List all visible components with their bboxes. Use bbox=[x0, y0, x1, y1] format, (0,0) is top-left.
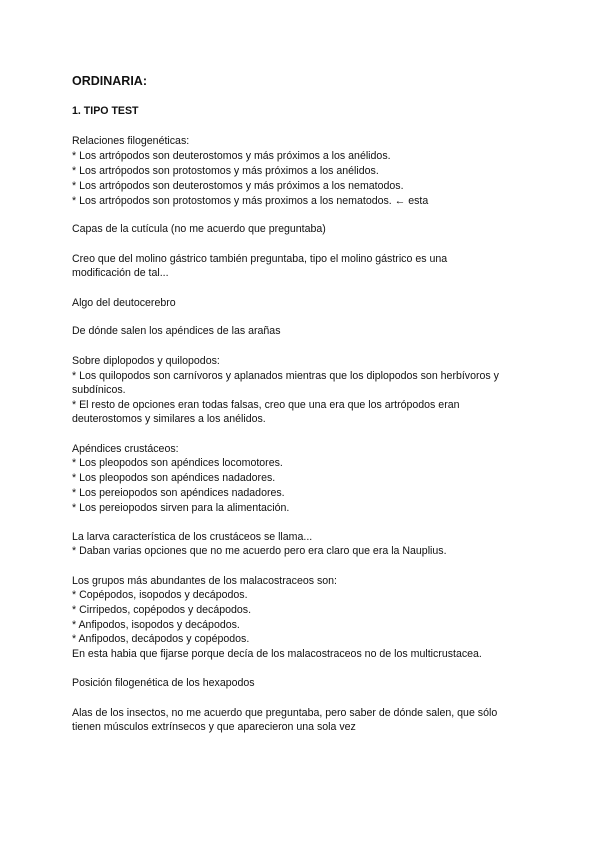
answer-option: * Los pleopodos son apéndices nadadores. bbox=[72, 472, 276, 484]
answer-line: subdínicos. bbox=[72, 384, 126, 396]
answer-option: * Los pereiopodos sirven para la alimentación. bbox=[72, 502, 290, 514]
question-text: Algo del deutocerebro bbox=[72, 297, 176, 309]
answer-option: * Los artrópodos son protostomos y más próximos a los anélidos. bbox=[72, 165, 379, 177]
question-heading: Apéndices crustáceos: bbox=[72, 443, 179, 455]
answer-option: * Anfipodos, decápodos y copépodos. bbox=[72, 633, 250, 645]
section-heading: 1. TIPO TEST bbox=[72, 105, 139, 117]
question-text: Alas de los insectos, no me acuerdo que preguntaba, pero saber de dónde salen, que sólo bbox=[72, 707, 498, 719]
answer-line: deuterostomos y similares a los anélidos. bbox=[72, 413, 266, 425]
answer-note: En esta habia que fijarse porque decía de los malacostraceos no de los multicrustacea. bbox=[72, 648, 482, 660]
question-text: Posición filogenética de los hexapodos bbox=[72, 677, 255, 689]
answer-option: * Los artrópodos son protostomos y más proximos a los nematodos. ← esta bbox=[72, 195, 429, 207]
answer-option: * Copépodos, isopodos y decápodos. bbox=[72, 589, 248, 601]
answer-option: * Los artrópodos son deuterostomos y más próximos a los nematodos. bbox=[72, 180, 404, 192]
question-heading: La larva característica de los crustáceos se llama... bbox=[72, 531, 313, 543]
question-heading: Sobre diplopodos y quilopodos: bbox=[72, 355, 220, 367]
question-text: tienen músculos extrínsecos y que aparecieron una sola vez bbox=[72, 721, 356, 733]
answer-line: * El resto de opciones eran todas falsas, creo que una era que los artrópodos eran bbox=[72, 399, 460, 411]
question-heading: Relaciones filogenéticas: bbox=[72, 135, 190, 147]
question-text: Creo que del molino gástrico también preguntaba, tipo el molino gástrico es una bbox=[72, 253, 448, 265]
document-title: ORDINARIA: bbox=[72, 74, 147, 88]
question-text: Capas de la cutícula (no me acuerdo que preguntaba) bbox=[72, 223, 326, 235]
question-text: modificación de tal... bbox=[72, 267, 169, 279]
answer-option: * Los pereiopodos son apéndices nadadores. bbox=[72, 487, 285, 499]
answer-line: * Daban varias opciones que no me acuerdo pero era claro que era la Nauplius. bbox=[72, 545, 447, 557]
answer-line: * Los quilopodos son carnívoros y aplanados mientras que los diplopodos son herbívoros y bbox=[72, 370, 499, 382]
answer-option: * Los artrópodos son deuterostomos y más próximos a los anélidos. bbox=[72, 150, 391, 162]
answer-option: * Anfipodos, isopodos y decápodos. bbox=[72, 619, 240, 631]
answer-option: * Cirripedos, copépodos y decápodos. bbox=[72, 604, 252, 616]
question-text: De dónde salen los apéndices de las arañas bbox=[72, 325, 281, 337]
answer-option: * Los pleopodos son apéndices locomotores. bbox=[72, 457, 283, 469]
question-heading: Los grupos más abundantes de los malacostraceos son: bbox=[72, 575, 337, 587]
